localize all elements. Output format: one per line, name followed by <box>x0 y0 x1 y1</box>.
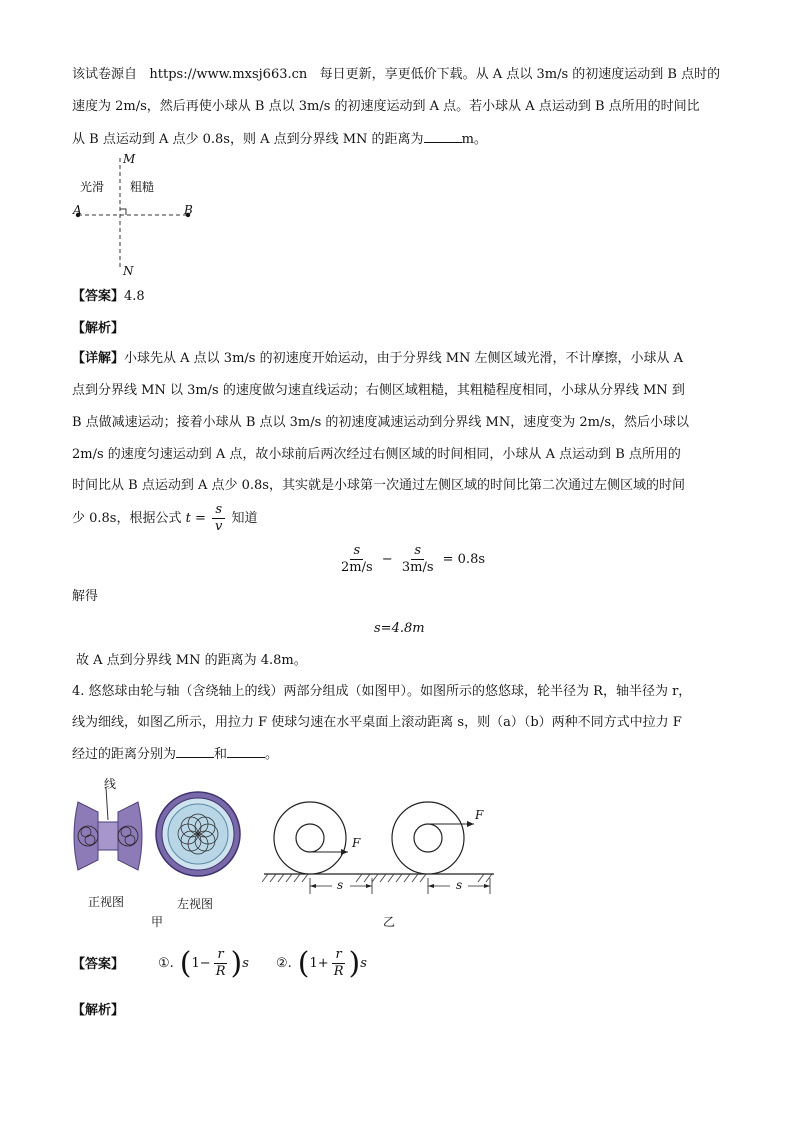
choice-1-minus: − <box>199 956 211 971</box>
equation-1 <box>336 543 485 576</box>
label-left-view: 左视图 <box>177 897 214 911</box>
eq-denominator-2: 3m/s <box>401 560 434 575</box>
analysis-tag-1 <box>72 320 124 338</box>
label-yi: 乙 <box>383 915 396 929</box>
conclusion: 故 A 点到分界线 MN 的距离为 4.8m。 <box>76 653 307 668</box>
answer-tag-2: 【答案】 <box>72 957 125 972</box>
label-rough: 粗糙 <box>130 180 155 194</box>
answer-blank-1 <box>176 745 214 758</box>
detail-line-2: 点到分界线 MN 以 3m/s 的速度做匀速直线运动；右侧区域粗糙，其粗糙程度相同，小球从分界线 MN 到 <box>72 383 685 398</box>
answer-tag: 【答案】 <box>72 289 125 304</box>
detail-text-1: 小球先从 A 点以 3m/s 的初速度开始运动，由于分界线 MN 左侧区域光滑，不计摩擦，小球从 A <box>124 351 684 366</box>
eq-fraction-1 <box>338 543 376 576</box>
label-smooth: 光滑 <box>80 180 105 194</box>
detail-tag: 【详解】 <box>72 351 125 366</box>
eq-minus: − <box>381 552 393 567</box>
choice-1-fraction <box>213 947 229 980</box>
detail-line-4: 2m/s 的速度匀速运动到 A 点，故小球前后两次经过右侧区域的时间相同，小球从 A 点运动到 B 点所用的 <box>72 447 681 462</box>
answer-value: 4.8 <box>124 289 145 304</box>
label-m: M <box>123 152 136 166</box>
question-4-end: 。 <box>265 747 279 762</box>
choice-1-denominator: R <box>215 964 226 979</box>
analysis-tag-2-line <box>72 1002 124 1020</box>
label-force-a: F <box>352 836 361 850</box>
formula-t: t = <box>185 511 206 526</box>
eq-numerator-2: s <box>411 543 424 560</box>
question-4-line-3 <box>72 745 278 764</box>
answer-choice-1 <box>158 946 249 981</box>
analysis-tag: 【解析】 <box>72 321 125 336</box>
detail-line-3: B 点做减速运动；接着小球从 B 点以 3m/s 的初速度减速运动到分界线 MN，速度变为 2m/s，然后小球以 <box>72 415 690 430</box>
answer-2 <box>72 956 124 974</box>
problem-text-line-3-end: m。 <box>461 132 487 147</box>
answer-1 <box>72 288 145 306</box>
formula-fraction <box>212 502 225 535</box>
paren-open-2: ( <box>297 946 310 981</box>
thread-line <box>106 788 108 820</box>
detail-line-1 <box>72 350 683 368</box>
formula-numerator: s <box>212 502 225 519</box>
paren-close-1: ) <box>230 946 243 981</box>
question-4-line-2: 线为细线，如图乙所示，用拉力 F 使球匀速在水平桌面上滚动距离 s，则（a）（b）两种不同方式中拉力 F <box>72 715 682 730</box>
detail-text-6-end: 知道 <box>231 511 258 526</box>
analysis-tag-2: 【解析】 <box>72 1003 125 1018</box>
choice-2-s: s <box>360 956 367 971</box>
choice-1-one: 1 <box>191 956 200 971</box>
yoyo-views-diagram <box>72 780 252 890</box>
label-n: N <box>123 264 134 278</box>
label-b: B <box>184 203 193 217</box>
label-jia: 甲 <box>151 915 164 929</box>
detail-line-6 <box>72 502 258 535</box>
detail-line-5: 时间比从 B 点运动到 A 点少 0.8s，其实就是小球第一次通过左侧区域的时间比第二次通过左侧区域的时间 <box>72 478 685 493</box>
label-front-view: 正视图 <box>88 895 125 909</box>
eq-fraction-2 <box>399 543 437 576</box>
label-distance-b: s <box>456 878 463 892</box>
eq-denominator-1: 2m/s <box>341 560 373 575</box>
formula-denominator: v <box>215 519 223 534</box>
label-distance-a: s <box>337 878 344 892</box>
problem-text-line-3-main: 从 B 点运动到 A 点少 0.8s，则 A 点到分界线 MN 的距离为 <box>72 132 424 147</box>
result-equation: s=4.8m <box>374 621 425 636</box>
solve-label: 解得 <box>72 589 99 604</box>
question-4-text: 经过的距离分别为 <box>72 747 177 762</box>
label-thread: 线 <box>104 777 117 791</box>
detail-text-6: 少 0.8s，根据公式 <box>72 511 182 526</box>
question-4-and: 和 <box>214 747 228 762</box>
choice-2-one: 1 <box>309 956 318 971</box>
rolling-diagram <box>262 798 498 902</box>
choice-2-marker: ②. <box>276 956 292 971</box>
answer-blank-2 <box>227 745 265 758</box>
paren-open-1: ( <box>179 946 192 981</box>
choice-2-denominator: R <box>333 964 344 979</box>
paren-close-2: ) <box>348 946 361 981</box>
eq-numerator-1: s <box>350 543 363 560</box>
answer-choice-2 <box>276 946 367 981</box>
problem-text-line-1: 该试卷源自 https://www.mxsj663.cn 每日更新，享更低价下载。从 A 点以 3m/s 的初速度运动到 B 点时的 <box>72 67 721 82</box>
choice-1-s: s <box>242 956 249 971</box>
choice-2-fraction <box>331 947 347 980</box>
problem-text-line-2: 速度为 2m/s，然后再使小球从 B 点以 3m/s 的初速度运动到 A 点。若小球从 A 点运动到 B 点所用的时间比 <box>72 99 700 114</box>
right-angle-mark <box>120 209 126 215</box>
label-a: A <box>73 203 82 217</box>
choice-1-marker: ①. <box>158 956 174 971</box>
choice-1-numerator: r <box>214 947 226 964</box>
eq-rhs: = 0.8s <box>442 552 486 567</box>
question-4-line-1: 4. 悠悠球由轮与轴（含绕轴上的线）两部分组成（如图甲）。如图所示的悠悠球，轮半径为 R，轴半径为 r， <box>72 684 692 699</box>
choice-2-plus: + <box>317 956 329 971</box>
choice-2-numerator: r <box>332 947 344 964</box>
label-force-b: F <box>475 808 484 822</box>
answer-blank <box>424 130 462 143</box>
problem-text-line-3 <box>72 130 487 149</box>
